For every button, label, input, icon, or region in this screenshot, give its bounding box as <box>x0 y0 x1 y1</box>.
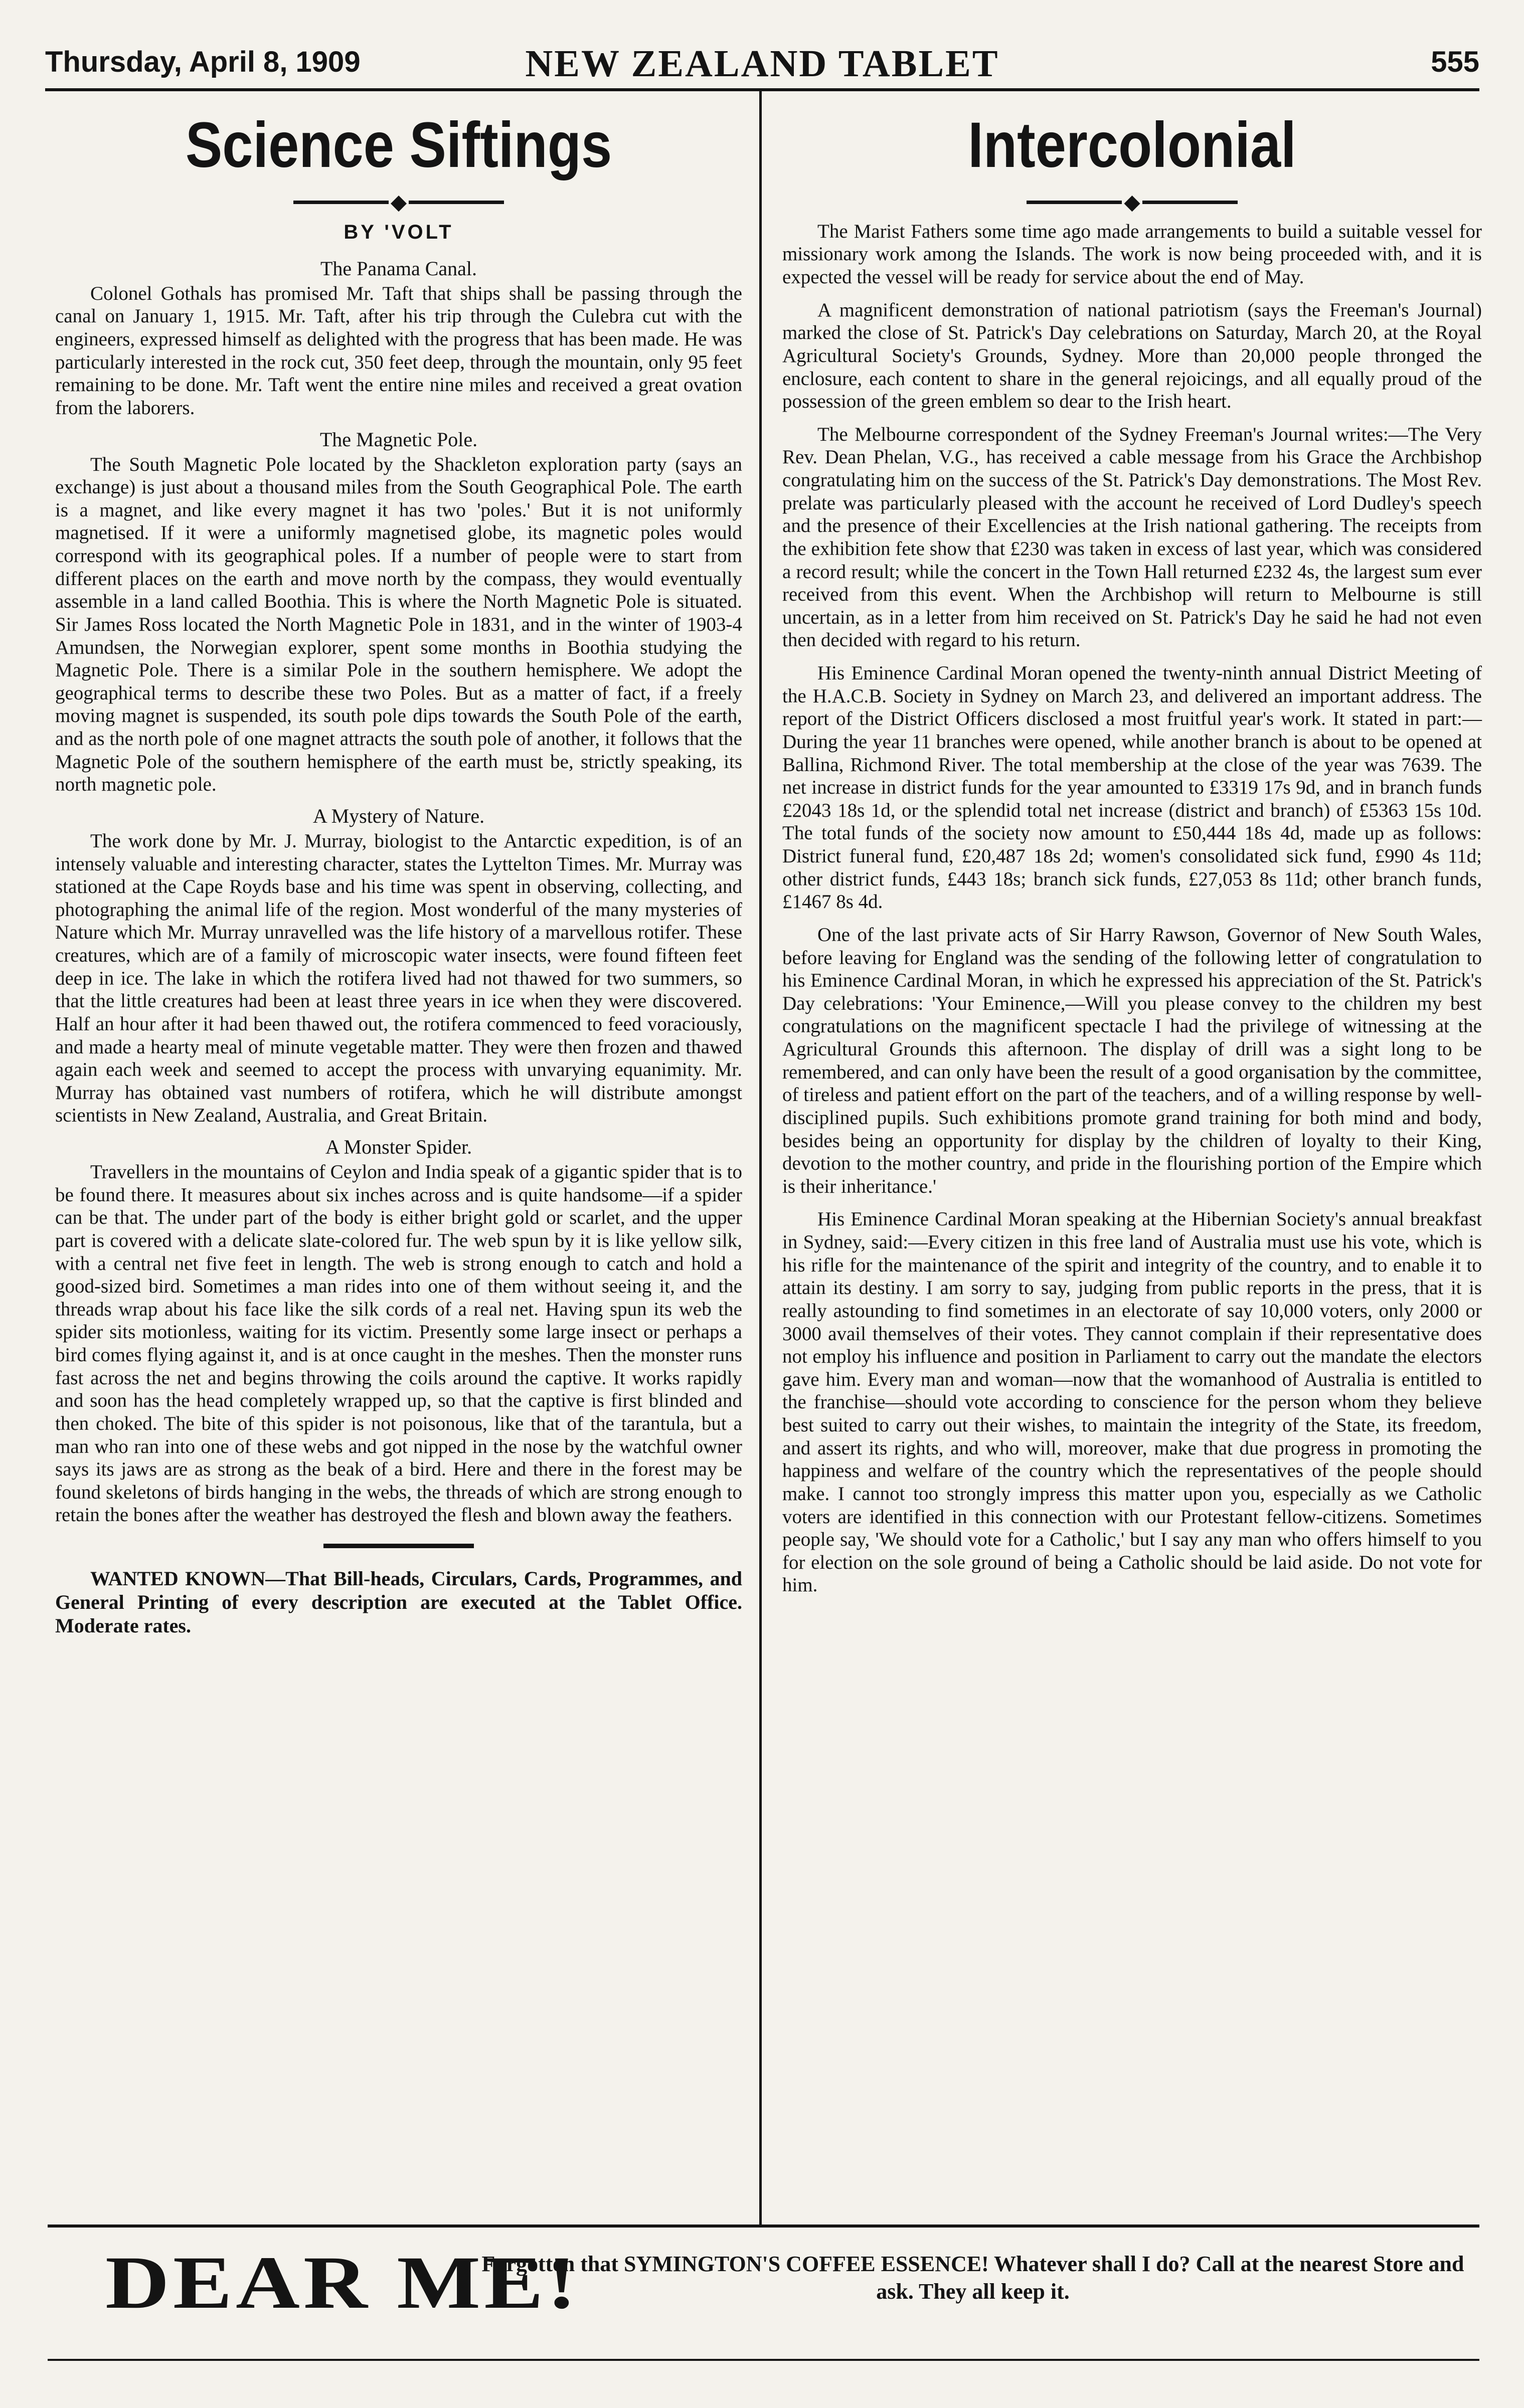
section-title-panama: The Panama Canal. <box>320 257 477 280</box>
article-paragraph: The South Magnetic Pole located by the Shackleton exploration party (says an exchange) is just about a thousand miles from the South Geographical Pole. The earth is a magnet, and like every magnet it has two 'poles.' But it is not uniformly magnetised. If it were a uniformly magnetised globe, its magnetic poles would correspond with its geographical poles. If a number of people were to start from different places on the earth and move north by the compass, they would eventually assemble in a land called Boothia. This is where the North Magnetic Pole is situated. Sir James Ross located the North Magnetic Pole in 1831, and in the winter of 1903-4 Amundsen, the Norwegian explorer, spent some months in Boothia studying the Magnetic Pole. There is a similar Pole in the southern hemisphere. We adopt the geographical terms to describe these two Poles. But as a matter of fact, if a freely moving magnet is suspended, its south pole dips towards the South Pole of the earth, and as the north pole of one magnet attracts the south pole of another, it follows that the Magnetic Pole of the southern hemisphere of the earth must be, strictly speaking, its north magnetic pole. <box>55 453 742 796</box>
issue-date: Thursday, April 8, 1909 <box>45 46 361 78</box>
science-siftings-heading: Science Siftings <box>185 109 612 181</box>
advert-bottom-rule <box>48 2359 1479 2361</box>
masthead <box>45 42 1479 87</box>
news-paragraph: The Marist Fathers some time ago made arrangements to build a suitable vessel for missionary work among the Islands. The work is now being proceeded with, and it is expected the vessel will be ready for service about the end of May. <box>782 220 1482 288</box>
advert-text: Forgotten that SYMINGTON'S COFFEE ESSENCE! Whatever shall I do? Call at the nearest Store and ask. They all keep it. <box>481 2252 1464 2304</box>
article-paragraph: Colonel Gothals has promised Mr. Taft that ships shall be passing through the canal on January 1, 1915. Mr. Taft, after his trip through the Culebra cut with the engineers, expressed himself as delighted with the progress that has been made. He was particularly interested in the rock cut, 350 feet deep, through the mountain, only 95 feet remaining to be done. Mr. Taft went the entire nine miles and received a great ovation from the laborers. <box>55 282 742 419</box>
wanted-known-notice: WANTED KNOWN—That Bill-heads, Circulars, Cards, Programmes, and General Printing of every description are executed at the Tablet Office. Moderate rates. <box>55 1567 742 1637</box>
byline: BY 'VOLT <box>344 221 454 243</box>
heading-ornament <box>782 192 1482 213</box>
article-paragraph: Travellers in the mountains of Ceylon and India speak of a gigantic spider that is to be found there. It measures about six inches across and is quite handsome—if a spider can be that. The under part of the body is either bright gold or scarlet, and the upper part is covered with a delicate slate-colored fur. The web spun by it is like yellow silk, with a central net five feet in length. The web is strong enough to catch and hold a good-sized bird. Sometimes a man rides into one of them without seeing it, and the threads wrap about his face like the silk cords of a real net. Having spun its web the spider sits motionless, waiting for its victim. Presently some large insect or perhaps a bird comes flying against it, and is at once caught in the meshes. Then the monster runs fast across the net and begins throwing the coils around the captive. It works rapidly and soon has the head completely wrapped up, so that the captive is first blinded and then choked. The bite of this spider is not poisonous, like that of the tarantula, but a man who ran into one of these webs and got nipped in the nose by the watchful owner says its jaws are as strong as the beak of a bird. Here and there in the forest may be found skeletons of birds hanging in the webs, the threads of which are strong enough to retain the bones after the weather has destroyed the flesh and blown away the feathers. <box>55 1161 742 1526</box>
intercolonial-column <box>782 100 1482 2206</box>
science-siftings-column <box>55 100 742 2206</box>
article-paragraph: The work done by Mr. J. Murray, biologist to the Antarctic expedition, is of an intensely valuable and interesting character, states the Lyttelton Times. Mr. Murray was stationed at the Cape Royds base and his time was spent in observing, collecting, and photographing the animal life of the region. Most wonderful of the many mysteries of Nature which Mr. Murray unravelled was the life history of a marvellous rotifer. These creatures, which are of a family of microscopic water insects, were found fifteen feet deep in ice. The lake in which the rotifera lived had not thawed for two summers, so that the little creatures had been at least three years in ice when they were discovered. Half an hour after it had been thawed out, the rotifera commenced to feed voraciously, and made a hearty meal of minute vegetable matter. They were then frozen and thawed again each week and seemed to accept the process with unvarying equanimity. Mr. Murray has obtained vast numbers of rotifera, which he will distribute amongst scientists in New Zealand, Australia, and Great Britain. <box>55 830 742 1127</box>
column-divider <box>759 91 762 2225</box>
section-title-magnetic-pole: The Magnetic Pole. <box>319 428 478 451</box>
masthead-rule <box>45 88 1479 91</box>
heading-ornament <box>55 192 742 213</box>
newspaper-title: NEW ZEALAND TABLET <box>525 43 999 85</box>
diamond-icon: ◆ <box>1124 191 1140 214</box>
news-paragraph: A magnificent demonstration of national patriotism (says the Freeman's Journal) marked the close of St. Patrick's Day celebrations on Saturday, March 20, at the Royal Agricultural Society's Grounds, Sydney. More than 20,000 people thronged the enclosure, each content to share in the general rejoicings, and all equally proud of the possession of the green emblem so dear to the Irish heart. <box>782 299 1482 413</box>
advert-top-rule <box>48 2225 1479 2228</box>
news-paragraph: One of the last private acts of Sir Harry Rawson, Governor of New South Wales, before leaving for England was the sending of the following letter of congratulation to his Eminence Cardinal Moran, in which he expressed his appreciation of the St. Patrick's Day celebrations: 'Your Eminence,—Will you please convey to the children my best congratulations on the magnificent spectacle I had the privilege of witnessing at the Agricultural Grounds this afternoon. The display of drill was a sight long to be remembered, and can only have been the result of a good organisation by the committee, of tireless and patient effort on the part of the teachers, and of a willing response by well-disciplined pupils. Such exhibitions promote grand training for both mind and body, besides being an opportunity for display by the children of loyalty to their King, devotion to the mother country, and pride in the flourishing portion of the Empire which is their inheritance.' <box>782 923 1482 1197</box>
advert-headline: DEAR ME! <box>105 2241 580 2324</box>
advert-banner <box>70 2240 1479 2355</box>
news-paragraph: His Eminence Cardinal Moran opened the twenty-ninth annual District Meeting of the H.A.C.B. Society in Sydney on March 23, and delivered an important address. The report of the District Officers disclosed a most fruitful year's work. It stated in part:—During the year 11 branches were opened, while another branch is about to be opened at Ballina, Richmond River. The total membership at the close of the year was 7639. The net increase in district funds for the year amounted to £3319 17s 9d, and in branch funds £2043 18s 1d, or the splendid total net increase (district and branch) of £5363 15s 10d. The total funds of the society now amount to £50,444 18s 4d, made up as follows: District funeral fund, £20,487 18s 2d; women's consolidated sick fund, £990 4s 11d; other district funds, £443 18s; branch sick funds, £27,053 8s 11d; other branch funds, £1467 8s 4d. <box>782 662 1482 913</box>
section-title-mystery: A Mystery of Nature. <box>312 804 485 827</box>
news-paragraph: His Eminence Cardinal Moran speaking at the Hibernian Society's annual breakfast in Sydney, said:—Every citizen in this free land of Australia must use his vote, which is his rifle for the maintenance of the spirit and integrity of the country, and to enable it to attain its destiny. I am sorry to say, judging from public reports in the press, that it is really astounding to find sometimes in an electorate of say 10,000 voters, only 2000 or 3000 avail themselves of their votes. They cannot complain if their representative does not employ his influence and position in Parliament to carry out the mandate the electors gave him. Every man and woman—now that the womanhood of Australia is entitled to the franchise—should vote according to conscience for the person whom they believe best suited to carry out their wishes, to maintain the integrity of the State, its freedom, and assert its rights, and who will, moreover, make that due progress in promoting the happiness and welfare of the country which the representatives of the people should make. I cannot too strongly impress this matter upon you, especially as we Catholic voters are identified in this connection with our Protestant fellow-citizens. Sometimes people say, 'We should vote for a Catholic,' but I say any man who offers himself to you for election on the sole ground of being a Catholic should be laid aside. Do not vote for him. <box>782 1208 1482 1596</box>
section-title-spider: A Monster Spider. <box>325 1136 472 1159</box>
section-separator <box>323 1544 474 1548</box>
intercolonial-heading: Intercolonial <box>968 109 1296 181</box>
news-paragraph: The Melbourne correspondent of the Sydney Freeman's Journal writes:—The Very Rev. Dean Phelan, V.G., has received a cable message from his Grace the Archbishop congratulating him on the success of the St. Patrick's Day demonstrations. The Most Rev. prelate was particularly pleased with the account he received of Lord Dudley's speech and the presence of their Excellencies at the Irish national gathering. The receipts from the exhibition fete show that £230 was taken in excess of last year, which was considered a record result; while the concert in the Town Hall returned £232 4s, the largest sum ever received from this event. When the Archbishop will return to Melbourne is still uncertain, as in a letter from him received on St. Patrick's Day he said he had not even then decided with regard to his return. <box>782 423 1482 651</box>
page-number: 555 <box>1431 46 1479 78</box>
diamond-icon: ◆ <box>390 191 407 214</box>
